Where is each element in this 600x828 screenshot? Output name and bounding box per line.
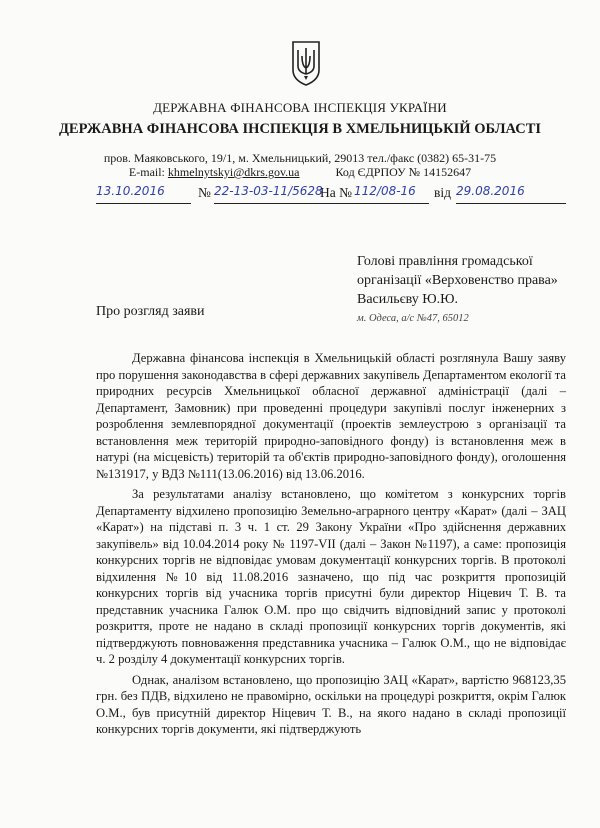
recipient-name: Васильєву Ю.Ю. xyxy=(357,292,459,307)
letter-body xyxy=(96,350,566,742)
outgoing-date-field xyxy=(96,183,191,204)
email-link[interactable]: khmelnytskyi@dkrs.gov.ua xyxy=(167,165,300,179)
org-name-regional: ДЕРЖАВНА ФІНАНСОВА ІНСПЕКЦІЯ В ХМЕЛЬНИЦЬКІЙ ОБЛАСТІ xyxy=(58,121,542,137)
ref-number: 112/08-16 xyxy=(354,184,416,198)
email-label: E-mail: xyxy=(128,165,165,179)
edrpou-code: Код ЄДРПОУ № 14152647 xyxy=(335,165,472,179)
letter-subject: Про розгляд заяви xyxy=(96,304,205,319)
body-paragraph: Державна фінансова інспекція в Хмельницькій області розглянула Вашу заяву про порушення законодавства в сфері державних закупівель Департаментом екології та природних ресурсів Хмельницької обласної державної адміністрації (далі – Департамент, Замовник) при проведенні процедури закупівлі послуг інженерних з розроблення землевпорядної документації (проектів землеустрою з організації та встановлення меж територій природно-заповідного фонду) із встановлення меж в натурі (на місцевість) територій та об'єктів природно-заповідного фонду), оголошення №131917, у ВДЗ №111(13.06.2016) від 13.06.2016. xyxy=(96,351,567,481)
ref-date: 29.08.2016 xyxy=(456,184,525,198)
ref-label: На № xyxy=(320,185,352,200)
recipient-block xyxy=(357,252,587,328)
registration-line xyxy=(96,183,576,213)
ref-number-field xyxy=(354,183,429,204)
body-paragraph: Однак, аналізом встановлено, що пропозицію ЗАЦ «Карат», вартістю 968123,35 грн. без ПДВ, відхилено не правомірно, оскільки на процедурі розкриття, окрім Галюк О.М., був присутній директор Ніцевич Т. В., на якого надано в складі пропозиції конкурсних торгів документи, які підтверджують xyxy=(96,672,566,736)
org-contacts xyxy=(0,165,600,180)
outgoing-date: 13.10.2016 xyxy=(96,184,165,198)
org-address: пров. Маяковського, 19/1, м. Хмельницький, 29013 тел./факс (0382) 65-31-75 xyxy=(103,151,497,165)
recipient-address: м. Одеса, а/с №47, 65012 xyxy=(357,313,469,324)
trident-coat-of-arms-icon xyxy=(291,40,321,86)
from-label: від xyxy=(434,185,451,200)
outgoing-number: 22-13-03-11/5628 xyxy=(214,184,323,198)
org-name-ministry: ДЕРЖАВНА ФІНАНСОВА ІНСПЕКЦІЯ УКРАЇНИ xyxy=(153,100,447,115)
number-label: № xyxy=(198,185,211,200)
body-paragraph: За результатами аналізу встановлено, що комітетом з конкурсних торгів Департаменту відхилено пропозицію Земельно-аграрного центру «Карат» (далі – ЗАЦ «Карат») на підставі п. 3 ч. 1 ст. 29 Закону України «Про здійснення державних закупівель» від 10.04.2014 року № 1197-VII (далі – Закон №1197), а саме: пропозиція конкурсних торгів не відповідає умовам документації конкурсних торгів. В протоколі відхилення №10 від 11.08.2016 зазначено, що під час розкриття пропозицій конкурсних торгів від учасника торгів присутні були директор Ніцевич Т. В. та представник учасника Галюк О.М. про що свідчить відповідний запис у протоколі розкриття, проте не надано в складі пропозиції конкурсних торгів документів, які підтверджують повноваження представника учасника – Галюк О.М., що не відповідає ч. 2 розділу 4 документації конкурсних торгів. xyxy=(96,487,566,666)
recipient-line1: Голові правління громадської xyxy=(357,254,533,269)
recipient-line2: організації «Верховенство права» xyxy=(357,273,558,288)
ref-date-field xyxy=(456,183,566,204)
